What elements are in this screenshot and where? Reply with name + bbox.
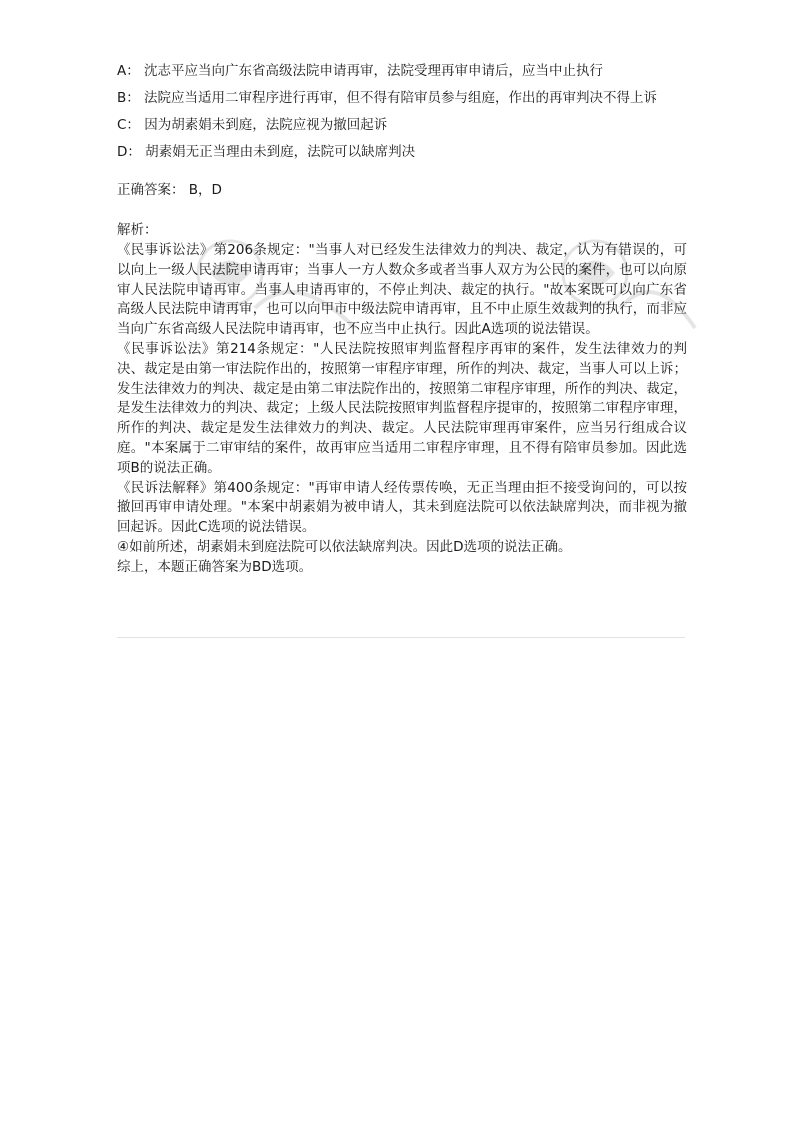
correct-answer: 正确答案： B，D	[117, 182, 222, 198]
option-b: B： 法院应当适用二审程序进行再审，但不得有陪审员参与组庭，作出的再审判决不得上诉	[117, 90, 658, 106]
analysis-body	[117, 241, 687, 578]
analysis-paragraph: 《民诉法解释》第400条规定："再审申请人经传票传唤，无正当理由拒不接受询问的，可以按撤回再审申请处理。"本案中胡素娟为被申请人，其未到庭法院可以依法缺席判决，而非视为撤回起诉。因此C选项的说法错误。	[117, 479, 687, 536]
option-c: C： 因为胡素娟未到庭，法院应视为撤回起诉	[117, 117, 388, 133]
analysis-paragraph: ④如前所述，胡素娟未到庭法院可以依法缺席判决。因此D选项的说法正确。	[117, 538, 572, 555]
option-a: A： 沈志平应当向广东省高级法院申请再审，法院受理再审申请后，应当中止执行	[117, 63, 604, 79]
option-d: D： 胡素娟无正当理由未到庭，法院可以缺席判决	[117, 144, 416, 160]
analysis-label: 解析：	[117, 222, 158, 238]
question-content	[117, 60, 687, 578]
analysis-paragraph: 《民事诉讼法》第214条规定："人民法院按照审判监督程序再审的案件，发生法律效力的判决、裁定是由第一审法院作出的，按照第一审程序审理，所作的判决、裁定，当事人可以上诉；发生法律效力的判决、裁定是由第二审法院作出的，按照第二审程序审理，所作的判决、裁定，是发生法律效力的判决、裁定；上级人民法院按照审判监督程序提审的，按照第二审程序审理，所作的判决、裁定是发生法律效力的判决、裁定。人民法院审理再审案件，应当另行组成合议庭。"本案属于二审审结的案件，故再审应当适用二审程序审理，且不得有陪审员参加。因此选项B的说法正确。	[117, 340, 687, 476]
divider	[117, 637, 685, 638]
analysis-paragraph: 《民事诉讼法》第206条规定："当事人对已经发生法律效力的判决、裁定，认为有错误的，可以向上一级人民法院申请再审；当事人一方人数众多或者当事人双方为公民的案件，也可以向原审人民法院申请再审。当事人申请再审的，不停止判决、裁定的执行。"故本案既可以向广东省高级人民法院申请再审，也可以向甲市中级法院申请再审，且不中止原生效裁判的执行，而非应当向广东省高级人民法院申请再审，也不应当中止执行。因此A选项的说法错误。	[117, 242, 687, 338]
analysis-paragraph: 综上，本题正确答案为BD选项。	[117, 558, 313, 575]
